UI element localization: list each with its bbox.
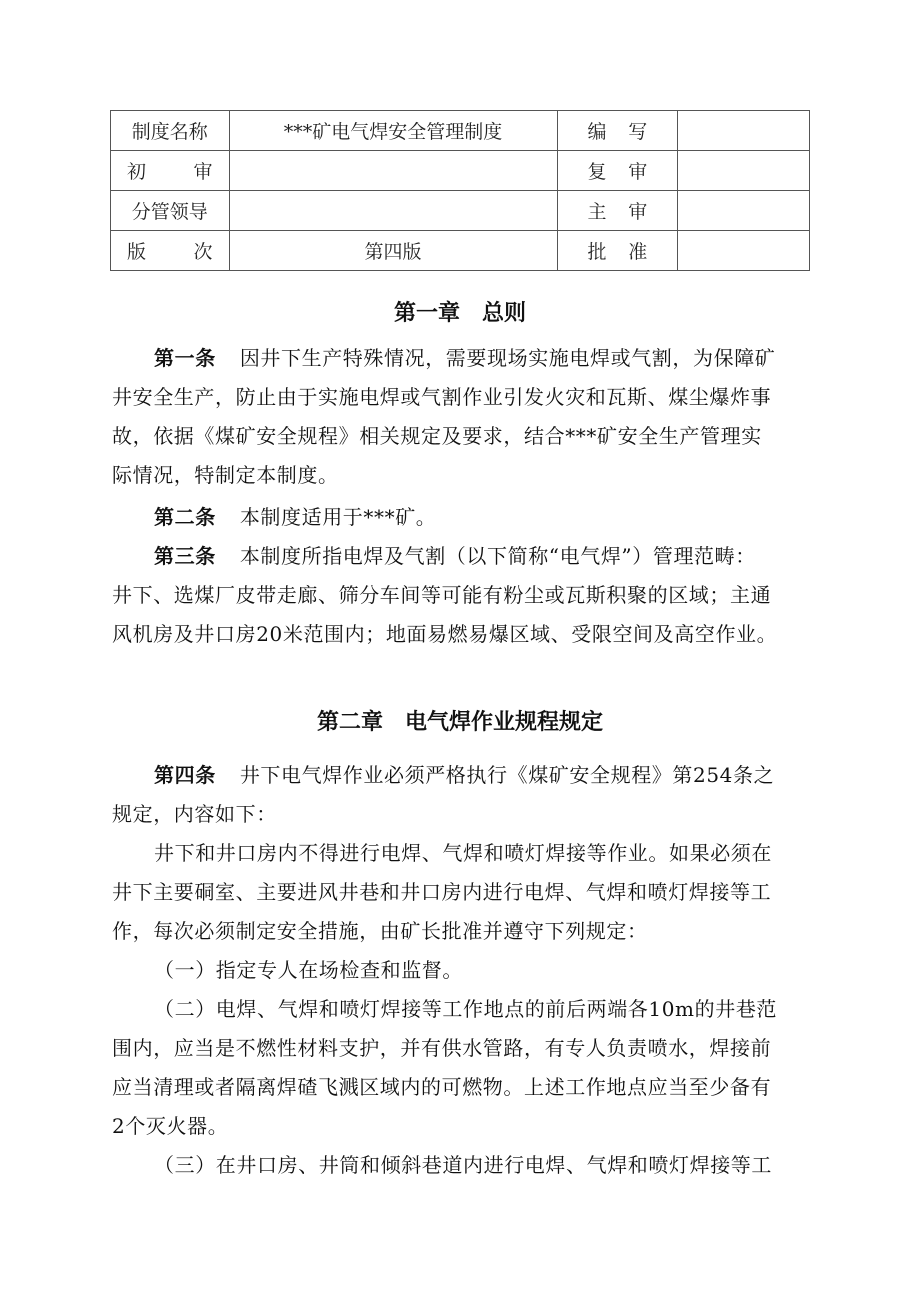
- regulation-item-1: [112, 951, 812, 990]
- line-text: 本制度适用于***矿。: [239, 505, 437, 529]
- label-char: 审: [628, 201, 648, 223]
- line-text: 井下和井口房内不得进行电焊、气焊和喷灯焊接等作业。如果必须在: [154, 841, 772, 865]
- label-char: 初: [127, 161, 147, 183]
- text-line: [112, 498, 812, 537]
- label-char: 审: [193, 161, 213, 183]
- line-text: 因井下生产特殊情况，需要现场实施电焊或气割，为保障矿: [239, 346, 776, 370]
- role-value: [678, 111, 810, 151]
- role-label: [557, 111, 678, 151]
- text-line: [112, 873, 812, 912]
- label-char: 版: [127, 241, 147, 263]
- role-label: [557, 151, 678, 191]
- line-text: 井安全生产，防止由于实施电焊或气割作业引发火灾和瓦斯、煤尘爆炸事: [112, 385, 772, 409]
- text-line: [112, 456, 812, 495]
- label-char: 编: [587, 121, 607, 143]
- role-label: [557, 231, 678, 271]
- article-label: 第二条: [154, 505, 216, 529]
- text-line: [112, 417, 812, 456]
- chapter-2-title: 第二章 电气焊作业规程规定: [316, 710, 603, 735]
- text-line: [112, 990, 812, 1029]
- line-text: （三）在井口房、井筒和倾斜巷道内进行电焊、气焊和喷灯焊接等工: [154, 1153, 772, 1177]
- field-value: ***矿电气焊安全管理制度: [229, 111, 557, 151]
- label-char: 审: [628, 161, 648, 183]
- role-value: [678, 231, 810, 271]
- regulation-paragraph: [112, 834, 812, 951]
- article-1: [112, 339, 812, 495]
- line-text: 井下电气焊作业必须严格执行《煤矿安全规程》第254条之: [239, 763, 775, 787]
- label-char: 次: [193, 241, 213, 263]
- text-line: [112, 378, 812, 417]
- line-text: 故，依据《煤矿安全规程》相关规定及要求，结合***矿安全生产管理实: [112, 424, 762, 448]
- line-text: 2个灭火器。: [112, 1114, 229, 1138]
- article-4: [112, 756, 812, 834]
- field-label: [111, 151, 230, 191]
- regulation-item-3: [112, 1146, 812, 1185]
- text-line: [112, 1146, 812, 1185]
- table-row: [111, 231, 810, 271]
- line-text: 应当清理或者隔离焊碴飞溅区域内的可燃物。上述工作地点应当至少备有: [112, 1075, 772, 1099]
- label-char: 准: [628, 241, 648, 263]
- field-value: [229, 191, 557, 231]
- line-text: （一）指定专人在场检查和监督。: [154, 958, 463, 982]
- chapter-1-title: 第一章 总则: [393, 301, 526, 326]
- text-line: [112, 1107, 812, 1146]
- text-line: [112, 537, 812, 576]
- label-char: 批: [587, 241, 607, 263]
- article-label: 第四条: [154, 763, 216, 787]
- text-line: [112, 615, 812, 654]
- field-label: 制度名称: [111, 111, 230, 151]
- line-text: （二）电焊、气焊和喷灯焊接等工作地点的前后两端各10m的井巷范: [154, 997, 778, 1021]
- field-value: 第四版: [229, 231, 557, 271]
- text-line: [112, 576, 812, 615]
- line-text: 本制度所指电焊及气割（以下简称“电气焊”）管理范畴：: [239, 544, 756, 568]
- text-line: [112, 834, 812, 873]
- text-line: [112, 1029, 812, 1068]
- line-text: 际情况，特制定本制度。: [112, 463, 339, 487]
- label-char: 复: [587, 161, 607, 183]
- field-label: 分管领导: [111, 191, 230, 231]
- table-row: [111, 111, 810, 151]
- text-line: [112, 339, 812, 378]
- label-char: 写: [628, 121, 648, 143]
- article-3: [112, 537, 812, 654]
- text-line: [112, 951, 812, 990]
- field-value: [229, 151, 557, 191]
- article-2: [112, 498, 812, 537]
- role-value: [678, 191, 810, 231]
- line-text: 作，每次必须制定安全措施，由矿长批准并遵守下列规定：: [112, 919, 648, 943]
- label-char: 主: [587, 201, 607, 223]
- table-row: [111, 191, 810, 231]
- line-text: 风机房及井口房20米范围内；地面易燃易爆区域、受限空间及高空作业。: [112, 622, 778, 646]
- chapter-2-body: [112, 756, 812, 1185]
- line-text: 围内，应当是不燃性材料支护，并有供水管路，有专人负责喷水，焊接前: [112, 1036, 772, 1060]
- text-line: [112, 912, 812, 951]
- text-line: [112, 1068, 812, 1107]
- article-label: 第三条: [154, 544, 216, 568]
- chapter-1-body: [112, 339, 812, 654]
- regulation-item-2: [112, 990, 812, 1146]
- approval-table: [110, 110, 810, 271]
- role-value: [678, 151, 810, 191]
- field-label: [111, 231, 230, 271]
- text-line: [112, 795, 812, 834]
- article-label: 第一条: [154, 346, 216, 370]
- text-line: [112, 756, 812, 795]
- line-text: 井下、选煤厂皮带走廊、筛分车间等可能有粉尘或瓦斯积聚的区域；主通: [112, 583, 772, 607]
- table-row: [111, 151, 810, 191]
- line-text: 井下主要硐室、主要进风井巷和井口房内进行电焊、气焊和喷灯焊接等工: [112, 880, 772, 904]
- role-label: [557, 191, 678, 231]
- line-text: 规定，内容如下：: [112, 802, 277, 826]
